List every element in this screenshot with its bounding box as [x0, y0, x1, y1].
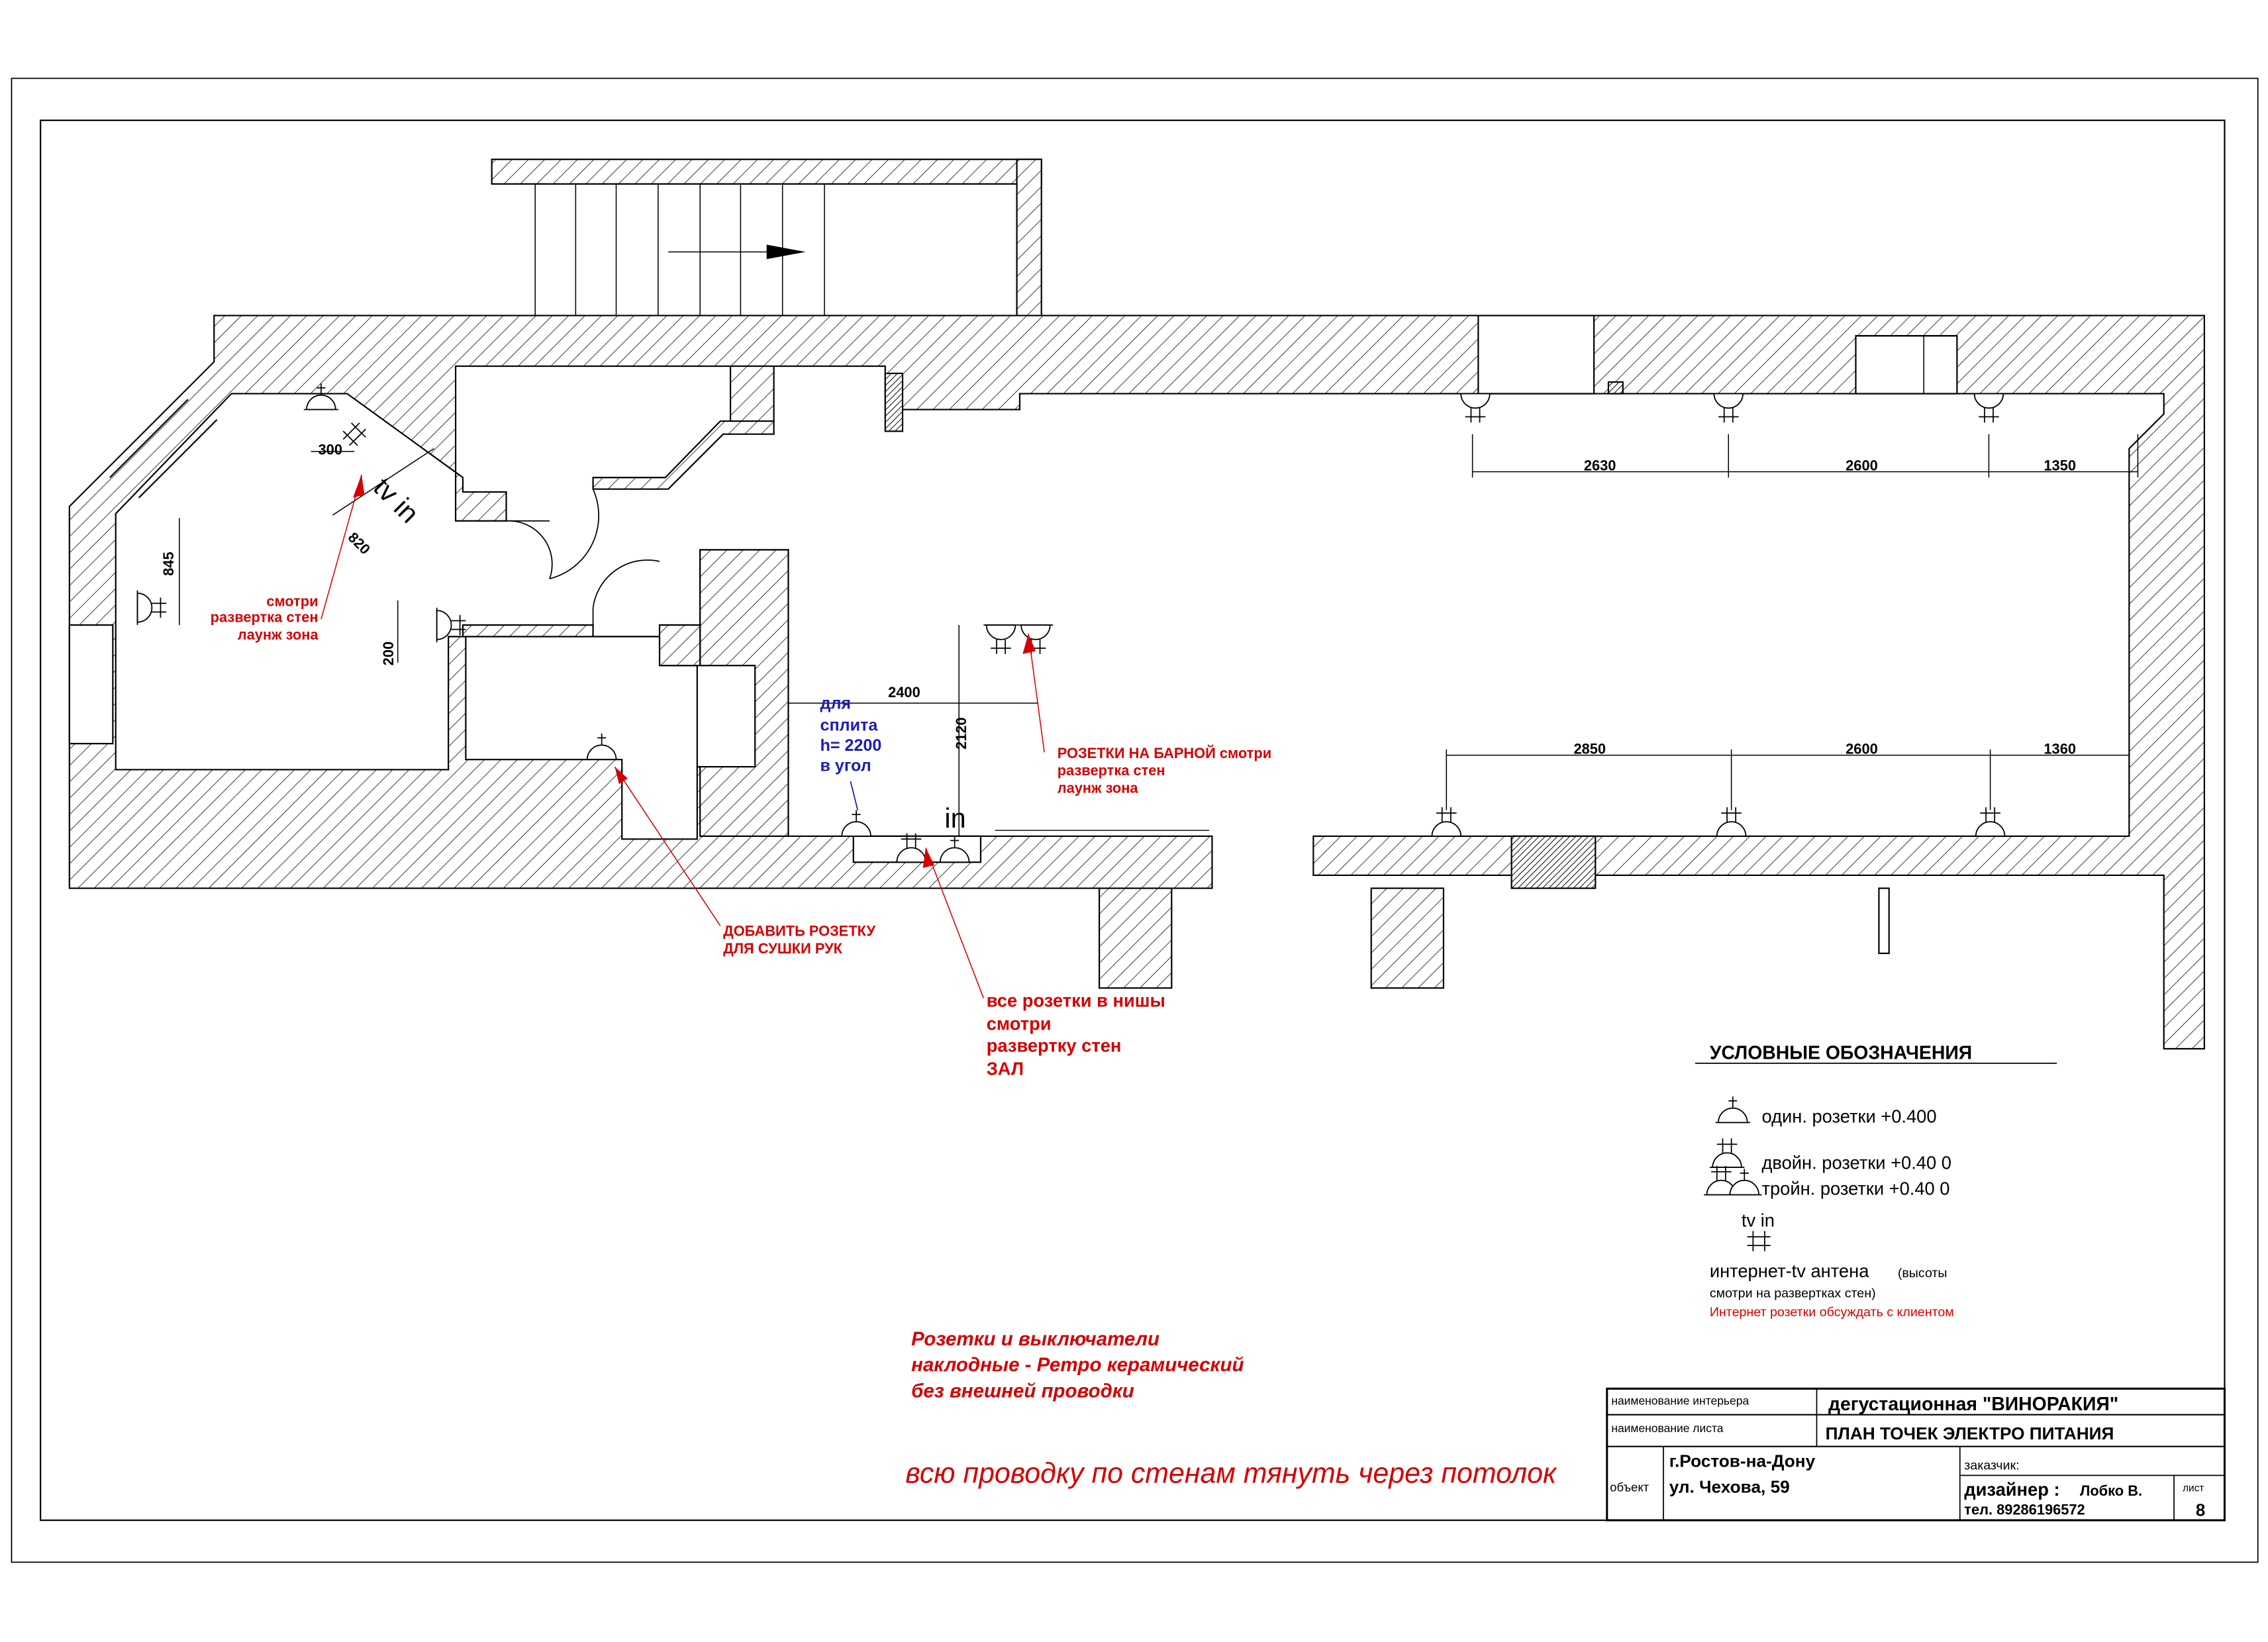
legend-single: один. розетки +0.400 [1761, 1106, 1937, 1127]
bottom-notes [905, 1328, 1557, 1490]
single-socket-icon [1716, 1096, 1750, 1122]
sheet-label: наименование листа [1611, 1421, 1724, 1435]
dim-top-2: 2600 [1846, 457, 1878, 474]
legend-tv-in: tv in [1741, 1210, 1775, 1231]
note-split-3: h= 2200 [820, 736, 882, 755]
note-niches-1: все розетки в нишы [986, 990, 1165, 1011]
interior-value: дегустационная "ВИНОРАКИЯ" [1828, 1394, 2119, 1416]
floor-plan [70, 160, 2204, 1049]
dim-bottom-3: 1360 [2044, 740, 2076, 757]
street: ул. Чехова, 59 [1669, 1476, 1790, 1497]
dim-845: 845 [160, 552, 177, 576]
customer-label: заказчик: [1964, 1458, 2020, 1473]
designer-label: дизайнер : [1964, 1478, 2060, 1500]
note-dryer-2: ДЛЯ СУШКИ РУК [723, 940, 843, 957]
legend-double: двойн. розетки +0.40 0 [1761, 1152, 1951, 1173]
legend-triple: тройн. розетки +0.40 0 [1761, 1178, 1950, 1199]
retro-note-1: Розетки и выключатели [911, 1328, 1160, 1350]
legend-internet-note: Интернет розетки обсуждать с клиентом [1709, 1305, 1954, 1320]
socket-icon [1458, 394, 1493, 423]
staircase [492, 160, 1042, 318]
object-label: объект [1610, 1480, 1650, 1494]
socket-icon [1429, 807, 1463, 836]
dim-bottom-1: 2850 [1573, 740, 1606, 757]
legend-antenna-note: (высоты [1897, 1266, 1948, 1281]
socket-icon [1973, 807, 2007, 836]
tv-antenna-icon [1748, 1231, 1771, 1251]
socket-icon [839, 810, 873, 836]
title-block [1607, 1388, 2225, 1520]
note-bar-1: РОЗЕТКИ НА БАРНОЙ смотри [1057, 744, 1272, 761]
note-bar-2: развертка стен [1057, 762, 1165, 779]
socket-icon [983, 625, 1053, 654]
socket-icon [138, 591, 167, 625]
triple-socket-icon [1704, 1166, 1761, 1195]
dim-820: 820 [344, 528, 374, 558]
note-niches-2: смотри [986, 1013, 1052, 1034]
note-lounge-1: смотри [266, 593, 319, 610]
socket-icon [1714, 807, 1748, 836]
dim-2400: 2400 [888, 684, 920, 701]
dim-2120: 2120 [953, 717, 970, 749]
note-bar-3: лаунж зона [1057, 779, 1138, 797]
tv-in-label: tv in [368, 471, 426, 529]
retro-note-2: наклодные - Ретро керамический [911, 1354, 1244, 1376]
ceiling-note: всю проводку по стенам тянуть через потолок [905, 1457, 1558, 1490]
dim-300: 300 [318, 441, 342, 458]
legend-antenna: интернет-tv антена [1709, 1261, 1869, 1282]
socket-icon [1711, 394, 1746, 423]
double-socket-icon [1710, 1138, 1744, 1167]
doors [507, 489, 660, 625]
note-split-4: в угол [820, 756, 871, 775]
designer-name: Лобко В. [2080, 1482, 2143, 1499]
legend-antenna-note2: смотри на развертках стен) [1709, 1286, 1876, 1301]
sheet-no-label: лист [2183, 1482, 2204, 1494]
note-split-2: сплита [820, 716, 878, 735]
city: г.Ростов-на-Дону [1669, 1451, 1816, 1471]
socket-icon [1971, 394, 2006, 423]
phone: тел. 89286196572 [1964, 1501, 2085, 1518]
dim-bottom-2: 2600 [1846, 740, 1878, 757]
tv-antenna-icon [339, 419, 370, 450]
note-split-1: для [820, 694, 852, 713]
in-label: in [944, 802, 966, 834]
note-niches-4: ЗАЛ [986, 1058, 1024, 1079]
note-dryer-1: ДОБАВИТЬ РОЗЕТКУ [723, 922, 876, 940]
dim-top-3: 1350 [2044, 457, 2076, 474]
stair-arrow-icon [767, 245, 806, 260]
sheet-value: ПЛАН ТОЧЕК ЭЛЕКТРО ПИТАНИЯ [1825, 1423, 2114, 1443]
interior-label: наименование интерьера [1611, 1394, 1750, 1408]
legend [1695, 1042, 2057, 1320]
note-niches-3: развертку стен [986, 1035, 1122, 1056]
sheet-no: 8 [2195, 1500, 2206, 1520]
legend-title: УСЛОВНЫЕ ОБОЗНАЧЕНИЯ [1709, 1042, 1973, 1064]
dim-top-1: 2630 [1583, 457, 1616, 474]
dim-200: 200 [380, 641, 397, 666]
note-lounge-2: развертка стен [210, 608, 319, 626]
retro-note-3: без внешней проводки [911, 1380, 1134, 1402]
note-lounge-3: лаунж зона [237, 626, 319, 643]
